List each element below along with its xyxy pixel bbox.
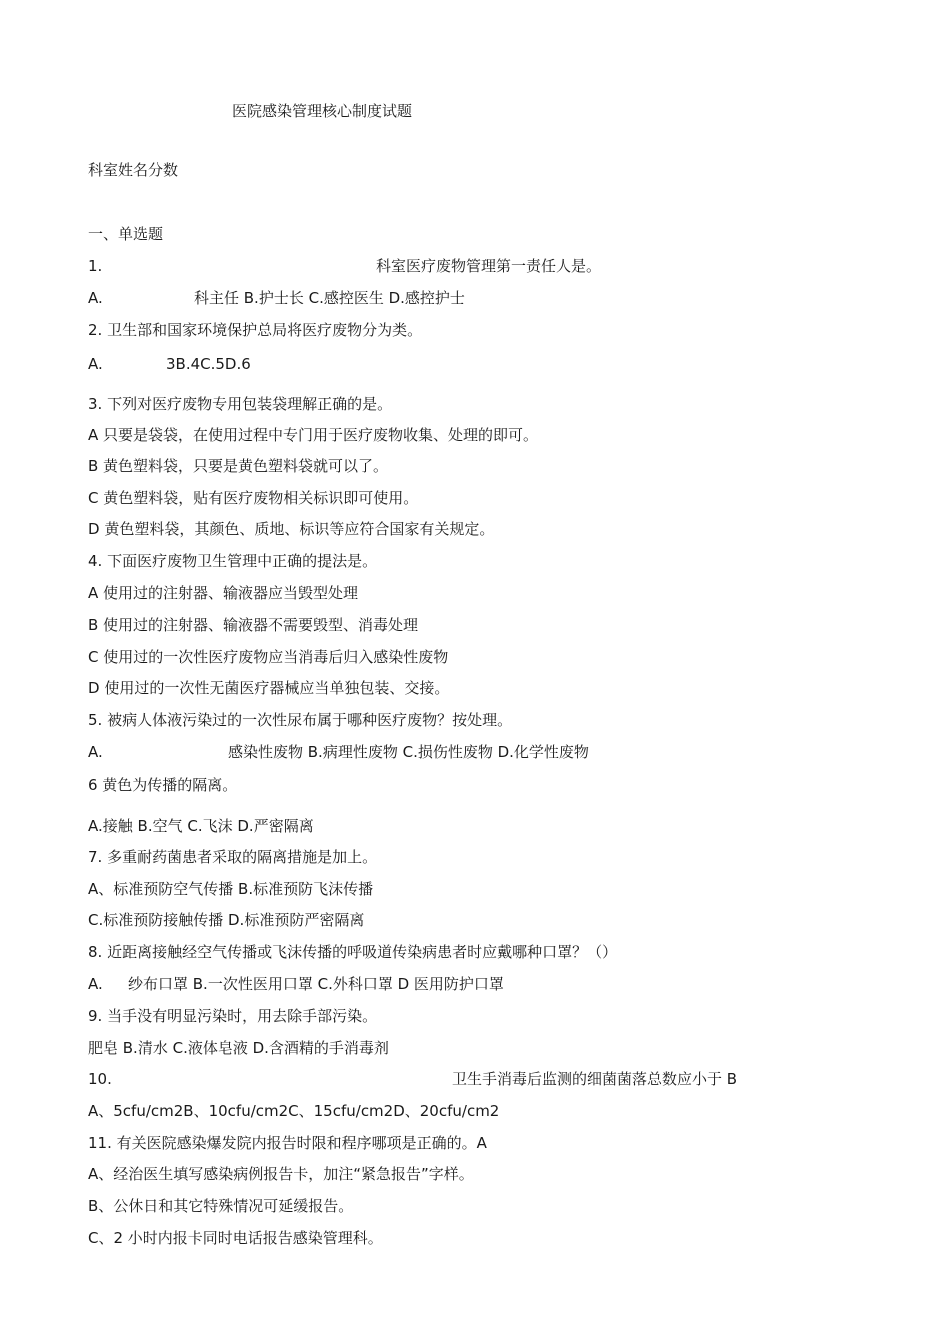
question-2-options bbox=[88, 354, 251, 374]
question-number: 10. bbox=[88, 1070, 112, 1088]
question-7-options-cd: C.标准预防接触传播 D.标准预防严密隔离 bbox=[88, 911, 365, 929]
question-9: 9. 当手没有明显污染时，用去除手部污染。 bbox=[88, 1007, 378, 1025]
document-title: 医院感染管理核心制度试题 bbox=[232, 102, 413, 120]
option-text: 3B.4C.5D.6 bbox=[166, 355, 251, 373]
header-line: 科室姓名分数 bbox=[88, 161, 179, 179]
question-11-option-b: B、公休日和其它特殊情况可延缓报告。 bbox=[88, 1197, 354, 1215]
option-prefix: A. bbox=[88, 975, 103, 993]
option-text: 纱布口罩 B.一次性医用口罩 C.外科口罩 D 医用防护口罩 bbox=[128, 975, 504, 993]
question-11: 11. 有关医院感染爆发院内报告时限和程序哪项是正确的。A bbox=[88, 1134, 487, 1152]
question-text: 卫生手消毒后监测的细菌菌落总数应小于 B bbox=[452, 1070, 738, 1088]
question-text: 科室医疗废物管理第一责任人是。 bbox=[376, 257, 602, 275]
question-5: 5. 被病人体液污染过的一次性尿布属于哪种医疗废物？按处理。 bbox=[88, 711, 513, 729]
question-number: 1. bbox=[88, 257, 103, 275]
question-11-option-c: C、2 小时内报卡同时电话报告感染管理科。 bbox=[88, 1229, 383, 1247]
question-8-options bbox=[88, 974, 504, 994]
question-3-option-c: C 黄色塑料袋，贴有医疗废物相关标识即可使用。 bbox=[88, 489, 419, 507]
option-prefix: A. bbox=[88, 355, 103, 373]
question-4-option-a: A 使用过的注射器、输液器应当毁型处理 bbox=[88, 584, 359, 602]
question-7-options-ab: A、标准预防空气传播 B.标准预防飞沫传播 bbox=[88, 880, 374, 898]
question-2: 2. 卫生部和国家环境保护总局将医疗废物分为类。 bbox=[88, 321, 423, 339]
option-prefix: A. bbox=[88, 743, 103, 761]
question-9-options: 肥皂 B.清水 C.液体皂液 D.含酒精的手消毒剂 bbox=[88, 1039, 389, 1057]
question-10 bbox=[88, 1069, 738, 1089]
question-6-options: A.接触 B.空气 C.飞沫 D.严密隔离 bbox=[88, 817, 314, 835]
question-4-option-b: B 使用过的注射器、输液器不需要毁型、消毒处理 bbox=[88, 616, 419, 634]
question-4-option-d: D 使用过的一次性无菌医疗器械应当单独包装、交接。 bbox=[88, 679, 450, 697]
question-5-options bbox=[88, 742, 589, 762]
question-3-option-b: B 黄色塑料袋，只要是黄色塑料袋就可以了。 bbox=[88, 457, 389, 475]
question-3-option-d: D 黄色塑料袋，其颜色、质地、标识等应符合国家有关规定。 bbox=[88, 520, 495, 538]
option-text: 感染性废物 B.病理性废物 C.损伤性废物 D.化学性废物 bbox=[228, 743, 589, 761]
question-4-option-c: C 使用过的一次性医疗废物应当消毒后归入感染性废物 bbox=[88, 648, 449, 666]
question-11-option-a: A、经治医生填写感染病例报告卡，加注“紧急报告”字样。 bbox=[88, 1165, 474, 1183]
question-1 bbox=[88, 256, 602, 276]
question-3: 3. 下列对医疗废物专用包装袋理解正确的是。 bbox=[88, 395, 393, 413]
question-4: 4. 下面医疗废物卫生管理中正确的提法是。 bbox=[88, 552, 378, 570]
option-prefix: A. bbox=[88, 289, 103, 307]
question-6: 6 黄色为传播的隔离。 bbox=[88, 776, 238, 794]
option-text: 科主任 B.护士长 C.感控医生 D.感控护士 bbox=[194, 289, 465, 307]
question-3-option-a: A 只要是袋袋，在使用过程中专门用于医疗废物收集、处理的即可。 bbox=[88, 426, 539, 444]
section-heading: 一、单选题 bbox=[88, 225, 164, 243]
question-8: 8. 近距离接触经空气传播或飞沫传播的呼吸道传染病患者时应戴哪种口罩？（） bbox=[88, 943, 618, 961]
question-10-options: A、5cfu/cm2B、10cfu/cm2C、15cfu/cm2D、20cfu/cm2 bbox=[88, 1102, 500, 1120]
question-1-options bbox=[88, 288, 465, 308]
question-7: 7. 多重耐药菌患者采取的隔离措施是加上。 bbox=[88, 848, 378, 866]
